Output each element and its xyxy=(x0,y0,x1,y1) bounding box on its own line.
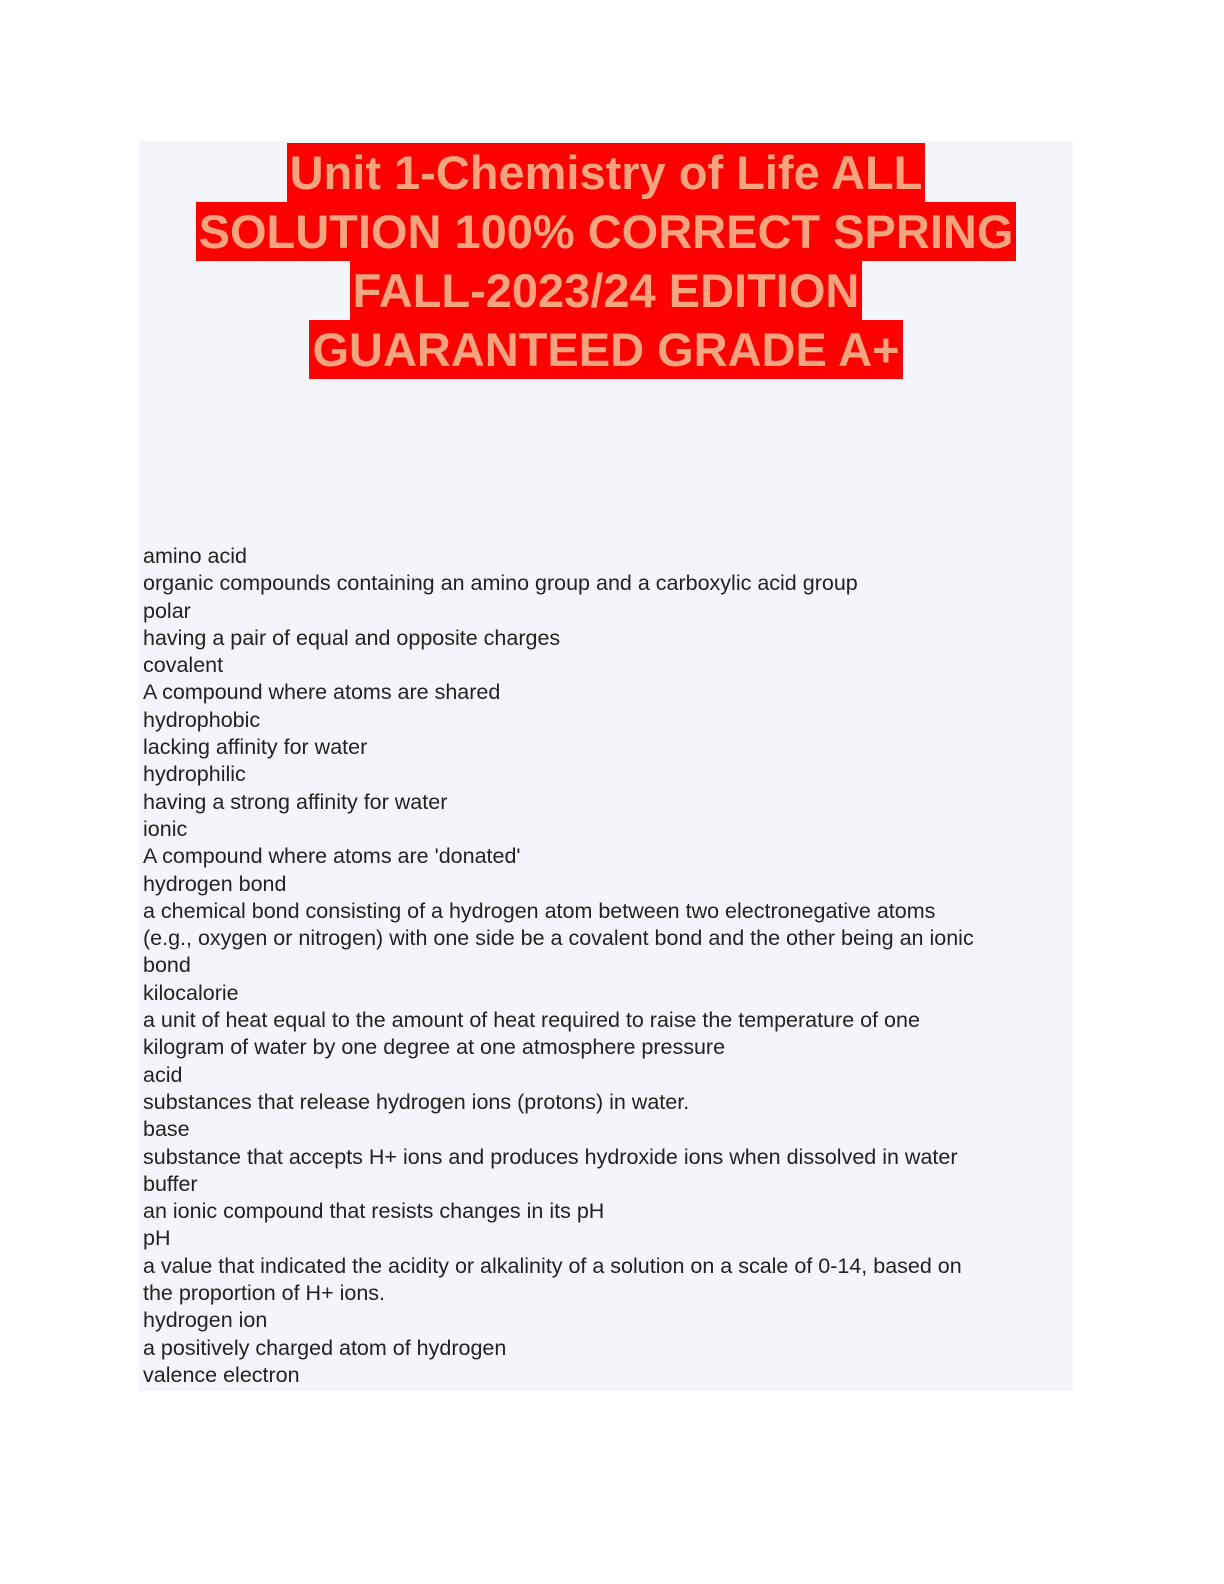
glossary-definition: organic compounds containing an amino group and a carboxylic acid group xyxy=(143,571,858,596)
glossary-definition: (e.g., oxygen or nitrogen) with one side be a covalent bond and the other being an ionic xyxy=(143,926,974,951)
glossary-list xyxy=(143,543,1071,1389)
glossary-definition: a chemical bond consisting of a hydrogen atom between two electronegative atoms xyxy=(143,898,936,923)
glossary-definition: an ionic compound that resists changes in its pH xyxy=(143,1199,605,1224)
title-line: FALL-2023/24 EDITION xyxy=(350,261,863,320)
document-title xyxy=(139,143,1073,379)
glossary-term: pH xyxy=(143,1226,171,1251)
glossary-definition: the proportion of H+ ions. xyxy=(143,1281,386,1306)
glossary-term: buffer xyxy=(143,1171,198,1196)
glossary-term: hydrophobic xyxy=(143,707,261,732)
glossary-definition: A compound where atoms are 'donated' xyxy=(143,844,521,869)
glossary-term: hydrogen bond xyxy=(143,871,287,896)
glossary-term: hydrophilic xyxy=(143,762,246,787)
glossary-term: amino acid xyxy=(143,544,247,568)
title-line: Unit 1-Chemistry of Life ALL xyxy=(287,143,926,202)
glossary-definition: substance that accepts H+ ions and produces hydroxide ions when dissolved in water xyxy=(143,1144,958,1169)
glossary-definition: kilogram of water by one degree at one atmosphere pressure xyxy=(143,1035,726,1060)
glossary-term: acid xyxy=(143,1062,183,1087)
glossary-term: valence electron xyxy=(143,1362,300,1387)
glossary-term: hydrogen ion xyxy=(143,1308,268,1333)
glossary-definition: lacking affinity for water xyxy=(143,735,368,760)
glossary-definition: a positively charged atom of hydrogen xyxy=(143,1335,507,1360)
title-line: SOLUTION 100% CORRECT SPRING xyxy=(196,202,1017,261)
glossary-definition: having a pair of equal and opposite charges xyxy=(143,625,561,650)
glossary-definition: bond xyxy=(143,953,191,978)
title-line: GUARANTEED GRADE A+ xyxy=(309,320,902,379)
glossary-definition: substances that release hydrogen ions (protons) in water. xyxy=(143,1089,690,1114)
glossary-definition: A compound where atoms are shared xyxy=(143,680,501,705)
glossary-term: covalent xyxy=(143,653,224,678)
glossary-definition: a unit of heat equal to the amount of heat required to raise the temperature of one xyxy=(143,1008,920,1033)
document-page xyxy=(139,141,1073,1391)
glossary-definition: a value that indicated the acidity or alkalinity of a solution on a scale of 0-14, based on xyxy=(143,1253,962,1278)
glossary-term: kilocalorie xyxy=(143,980,239,1005)
glossary-term: ionic xyxy=(143,816,188,841)
glossary-term: polar xyxy=(143,598,191,623)
glossary-definition: having a strong affinity for water xyxy=(143,789,448,814)
glossary-term: base xyxy=(143,1117,190,1142)
